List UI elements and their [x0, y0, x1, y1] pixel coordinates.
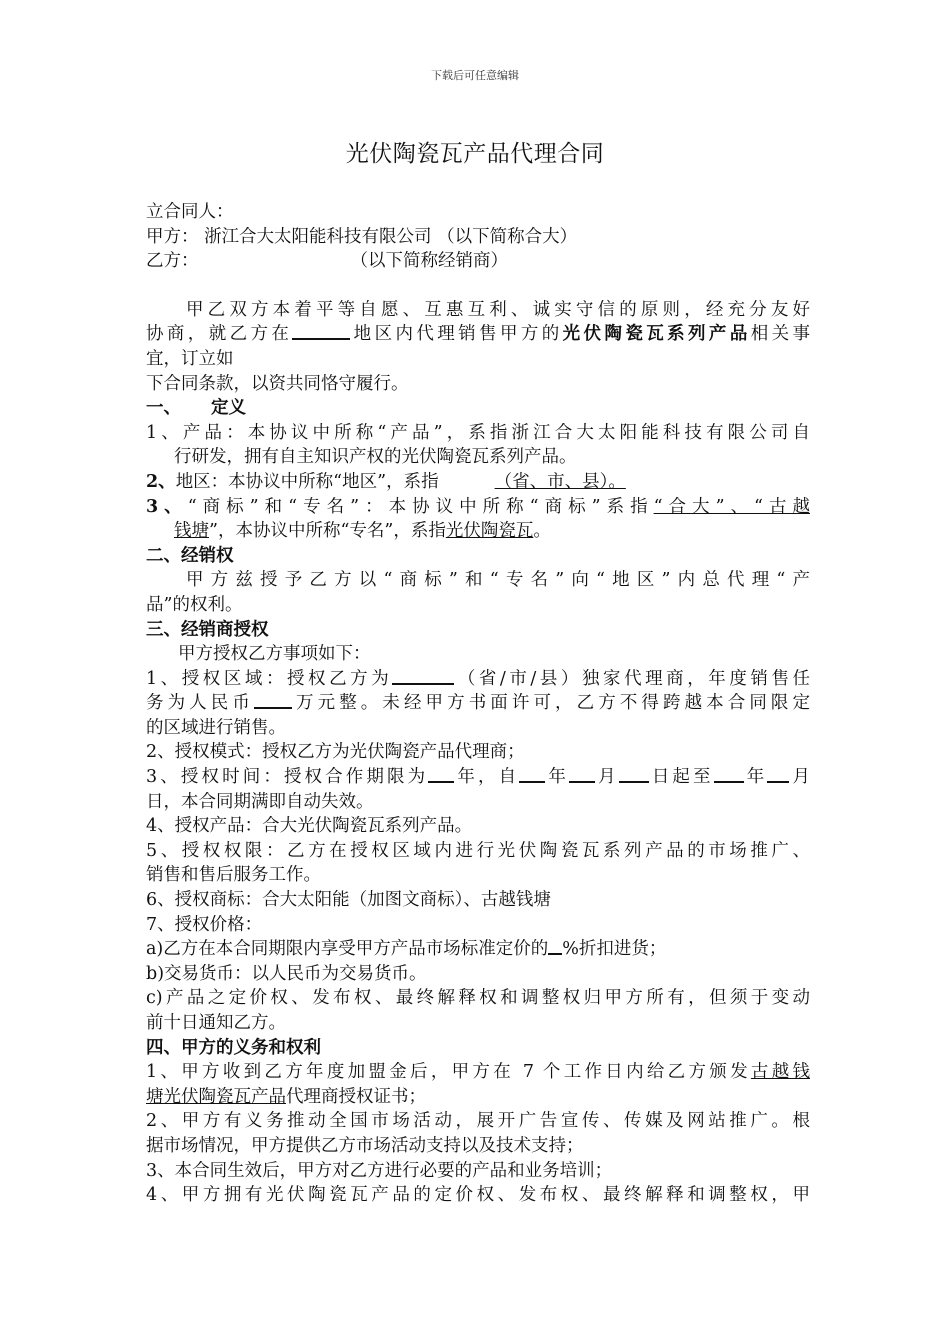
region-blank	[292, 322, 350, 340]
certificate-product-name: 古越钱	[750, 1062, 810, 1083]
region-unit-text: （省、市、县）。	[494, 471, 626, 492]
contract-body	[146, 200, 810, 1208]
sec3-item-5: 5、授权权限：乙方在授权区域内进行光伏陶瓷瓦系列产品的市场推广、	[146, 840, 810, 861]
sec4-item-3: 3、本合同生效后，甲方对乙方进行必要的产品和业务培训；	[146, 1160, 613, 1181]
sec1-item-2	[146, 470, 810, 495]
sec3-item-1-cont	[146, 691, 810, 716]
item-text: （省/市/县）独家代理商，年度销售任	[454, 668, 810, 689]
party-a: 甲方： 浙江合大太阳能科技有限公司 （以下简称合大）	[146, 226, 578, 247]
item-text: 1、授权区域：授权乙方为	[146, 668, 393, 689]
sec1-item-3	[146, 495, 810, 520]
sec1-item-1: 1、产品：本协议中所称“产品”，系指浙江合大太阳能科技有限公司自	[146, 422, 810, 443]
header-note: 下载后可任意编辑	[431, 69, 519, 82]
party-b-label: 乙方：	[146, 251, 199, 272]
section-4-heading: 四、甲方的义务和权利	[146, 1037, 321, 1058]
section-2-heading: 二、经销权	[146, 545, 234, 566]
section-1-heading	[146, 396, 810, 421]
end-month-blank	[767, 765, 789, 783]
party-b-note: （以下简称经销商）	[350, 251, 508, 272]
trademark-names: “合大”、“古越	[653, 496, 810, 517]
item-text: 务为人民币	[146, 693, 254, 714]
start-month-blank	[569, 765, 595, 783]
item-text: 地区：本协议中所称“地区”，系指	[175, 471, 439, 492]
sec3-item-1	[146, 667, 810, 692]
sec4-item-1-cont	[146, 1085, 810, 1110]
item-text: 日起至	[648, 767, 714, 788]
sales-target-blank	[254, 691, 292, 709]
region-underlined	[439, 472, 636, 492]
party-b	[146, 249, 810, 274]
item-text: 月	[594, 767, 619, 788]
item-text: 年	[545, 767, 569, 788]
parties-intro: 立合同人：	[146, 202, 234, 222]
item-text: 年，自	[454, 767, 520, 788]
section-3-heading: 三、经销商授权	[146, 619, 269, 640]
item-text: 万元整。未经甲方书面许可，乙方不得跨越本合同限定	[291, 693, 811, 714]
sec3-item-1-end: 的区域进行销售。	[146, 717, 286, 738]
item-text: 。	[533, 521, 551, 542]
sec3-item-2: 2、授权模式：授权乙方为光伏陶瓷产品代理商；	[146, 742, 525, 763]
section-title: 定义	[211, 398, 246, 419]
sec4-item-1	[146, 1060, 810, 1085]
product-series-name: 光伏陶瓷瓦系列产品	[562, 324, 751, 345]
item-text: 代理商授权证书；	[286, 1086, 426, 1107]
sec2-para-2: 品”的权利。	[146, 594, 243, 615]
item-text: 3、授权时间：授权合作期限为	[146, 767, 429, 788]
sec3-item-7a	[146, 937, 810, 962]
preamble-line-3: 宜，订立如	[146, 348, 234, 369]
end-year-blank	[714, 765, 744, 783]
item-text: a)乙方在本合同期限内享受甲方产品市场标准定价的	[146, 939, 549, 960]
area-blank	[392, 667, 454, 685]
item-text: 月	[789, 767, 811, 788]
sec3-item-7c-cont: 前十日通知乙方。	[146, 1013, 286, 1033]
sec2-para-1: 甲方兹授予乙方以“商标”和“专名”向“地区”内总代理“产	[186, 570, 810, 591]
preamble-line-4: 下合同条款，以资共同恪守履行。	[146, 373, 409, 394]
sec4-item-2-cont: 据市场情况，甲方提供乙方市场活动支持以及技术支持；	[146, 1135, 584, 1156]
proper-name: 光伏陶瓷瓦	[445, 521, 534, 542]
preamble-text: 协商，就乙方在	[146, 324, 293, 345]
item-text: ”，本协议中所称“专名”，系指	[209, 521, 446, 542]
item-text: 年	[743, 767, 768, 788]
sec3-item-7b: b)交易货币：以人民币为交易货币。	[146, 963, 427, 984]
term-years-blank	[428, 765, 454, 783]
sec3-item-4: 4、授权产品：合大光伏陶瓷瓦系列产品。	[146, 816, 473, 837]
trademark-names-cont: 钱塘	[174, 521, 209, 542]
sec3-item-5-cont: 销售和售后服务工作。	[146, 865, 321, 886]
preamble-line-2	[146, 322, 810, 347]
preamble-text: 相关事	[750, 324, 811, 345]
sec1-item-3-cont	[146, 519, 810, 544]
contract-title: 光伏陶瓷瓦产品代理合同	[345, 141, 605, 167]
preamble-text: 地区内代理销售甲方的	[350, 324, 563, 345]
discount-blank	[548, 937, 562, 955]
sec3-item-7c: c)产品之定价权、发布权、最终解释权和调整权归甲方所有，但须于变动	[146, 988, 810, 1009]
sec1-item-1-cont: 行研发，拥有自主知识产权的光伏陶瓷瓦系列产品。	[174, 447, 577, 468]
preamble-line-1: 甲乙双方本着平等自愿、互惠互利、诚实守信的原则，经充分友好	[186, 299, 810, 320]
start-year-blank	[519, 765, 545, 783]
sec3-item-3-cont: 日，本合同期满即自动失效。	[146, 791, 374, 812]
item-number: 3、	[146, 496, 188, 517]
sec3-intro: 甲方授权乙方事项如下：	[178, 644, 371, 665]
sec4-item-4: 4、甲方拥有光伏陶瓷瓦产品的定价权、发布权、最终解释和调整权，甲	[146, 1185, 810, 1206]
item-text: 1、甲方收到乙方年度加盟金后，甲方在 7 个工作日内给乙方颁发	[146, 1062, 751, 1083]
certificate-product-name-cont: 塘光伏陶瓷瓦产品	[146, 1086, 286, 1107]
item-text: “商标”和“专名”：本协议中所称“商标”系指	[187, 496, 654, 517]
item-text: %折扣进货；	[562, 939, 667, 960]
sec4-item-2: 2、甲方有义务推动全国市场活动，展开广告宣传、传媒及网站推广。根	[146, 1111, 810, 1132]
start-day-blank	[619, 765, 649, 783]
sec3-item-7: 7、授权价格：	[146, 914, 263, 935]
item-number: 2、	[146, 471, 176, 492]
sec3-item-3	[146, 765, 810, 790]
sec3-item-6: 6、授权商标：合大太阳能（加图文商标）、古越钱塘	[146, 890, 551, 911]
section-number: 一、	[146, 398, 181, 419]
